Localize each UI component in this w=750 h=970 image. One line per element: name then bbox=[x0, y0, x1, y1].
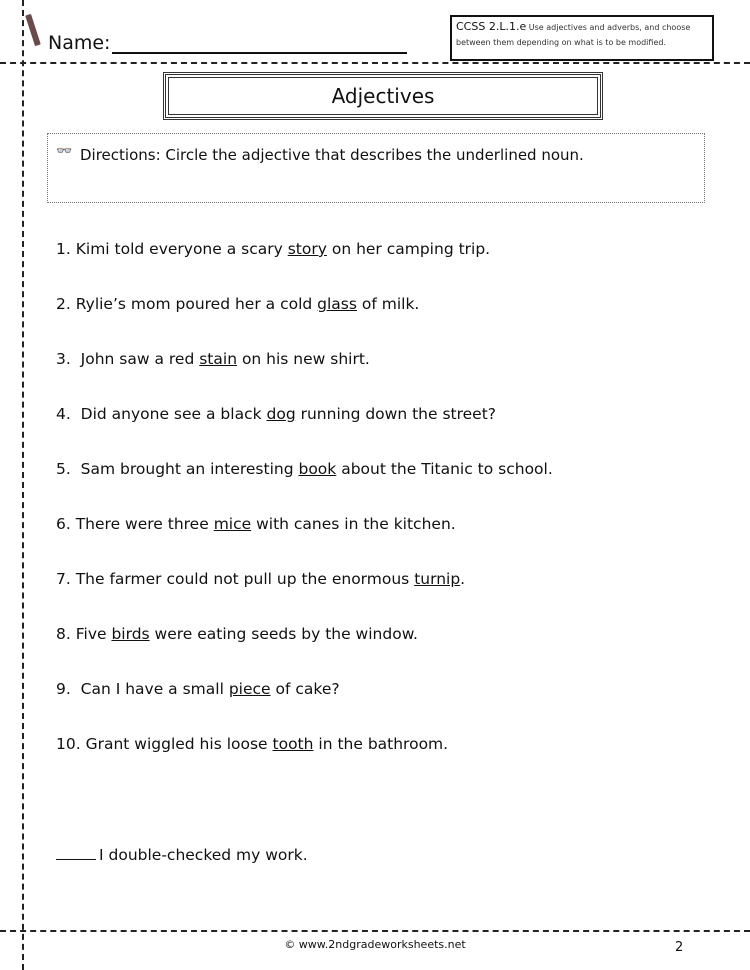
question-num: 1. bbox=[56, 240, 76, 258]
question-before[interactable]: Did anyone see a black bbox=[80, 405, 267, 423]
directions-text: Directions: Circle the adjective that describes the underlined noun. bbox=[80, 146, 584, 164]
question-after[interactable]: of cake? bbox=[270, 680, 340, 698]
question-item bbox=[56, 460, 553, 478]
underlined-noun: mice bbox=[213, 515, 252, 533]
question-item bbox=[56, 295, 419, 313]
footer-copyright: © www.2ndgradeworksheets.net bbox=[284, 938, 466, 951]
check-blank[interactable] bbox=[56, 859, 96, 860]
pencil-icon bbox=[25, 14, 41, 46]
question-item bbox=[56, 625, 418, 643]
question-after[interactable]: running down the street? bbox=[295, 405, 497, 423]
question-num: 3. bbox=[56, 350, 81, 368]
underlined-noun: story bbox=[287, 240, 327, 258]
question-before[interactable]: John saw a red bbox=[80, 350, 200, 368]
page-title: Adjectives bbox=[163, 72, 603, 120]
underlined-noun: glass bbox=[317, 295, 357, 313]
underlined-noun: piece bbox=[228, 680, 271, 698]
standard-box bbox=[450, 15, 714, 61]
bottom-cut-line bbox=[0, 930, 750, 932]
question-item bbox=[56, 240, 490, 258]
name-label: Name: bbox=[48, 32, 111, 54]
question-item bbox=[56, 515, 456, 533]
question-num: 6. bbox=[56, 515, 76, 533]
question-num: 7. bbox=[56, 570, 76, 588]
directions-box bbox=[47, 133, 705, 203]
question-item bbox=[56, 350, 370, 368]
underlined-noun: tooth bbox=[272, 735, 314, 753]
checklist-text: I double-checked my work. bbox=[99, 846, 308, 864]
question-after[interactable]: were eating seeds by the window. bbox=[149, 625, 418, 643]
question-after[interactable]: about the Titanic to school. bbox=[336, 460, 553, 478]
name-field[interactable] bbox=[48, 32, 407, 54]
question-before[interactable]: Rylie’s mom poured her a cold bbox=[75, 295, 318, 313]
underlined-noun: birds bbox=[111, 625, 150, 643]
question-after[interactable]: . bbox=[460, 570, 466, 588]
question-after[interactable]: on her camping trip. bbox=[326, 240, 491, 258]
question-before[interactable]: Can I have a small bbox=[80, 680, 229, 698]
question-num: 4. bbox=[56, 405, 81, 423]
question-num: 10. bbox=[56, 735, 86, 753]
question-num: 8. bbox=[56, 625, 76, 643]
underlined-noun: dog bbox=[266, 405, 296, 423]
question-item bbox=[56, 570, 465, 588]
question-num: 2. bbox=[56, 295, 76, 313]
name-blank[interactable] bbox=[112, 34, 407, 54]
question-num: 5. bbox=[56, 460, 81, 478]
standard-code: CCSS 2.L.1.e bbox=[456, 20, 527, 33]
question-item bbox=[56, 680, 340, 698]
question-before[interactable]: Grant wiggled his loose bbox=[85, 735, 273, 753]
question-num: 9. bbox=[56, 680, 81, 698]
question-after[interactable]: with canes in the kitchen. bbox=[251, 515, 456, 533]
page-number: 2 bbox=[675, 940, 684, 955]
question-after[interactable]: on his new shirt. bbox=[237, 350, 370, 368]
underlined-noun: stain bbox=[199, 350, 238, 368]
glasses-icon: 👓 bbox=[56, 144, 73, 159]
top-cut-line bbox=[0, 62, 750, 64]
question-item bbox=[56, 735, 448, 753]
underlined-noun: book bbox=[298, 460, 337, 478]
question-after[interactable]: of milk. bbox=[356, 295, 420, 313]
underlined-noun: turnip bbox=[414, 570, 461, 588]
margin-cut-line bbox=[22, 0, 24, 970]
question-before[interactable]: There were three bbox=[75, 515, 214, 533]
question-after[interactable]: in the bathroom. bbox=[313, 735, 449, 753]
checklist-item bbox=[56, 846, 308, 864]
question-item bbox=[56, 405, 496, 423]
question-before[interactable]: Kimi told everyone a scary bbox=[75, 240, 288, 258]
question-before[interactable]: The farmer could not pull up the enormous bbox=[75, 570, 415, 588]
question-before[interactable]: Five bbox=[75, 625, 112, 643]
question-before[interactable]: Sam brought an interesting bbox=[80, 460, 299, 478]
standard-text: Use adjectives and adverbs, and choose between them depending on what is to be modified. bbox=[456, 23, 691, 47]
